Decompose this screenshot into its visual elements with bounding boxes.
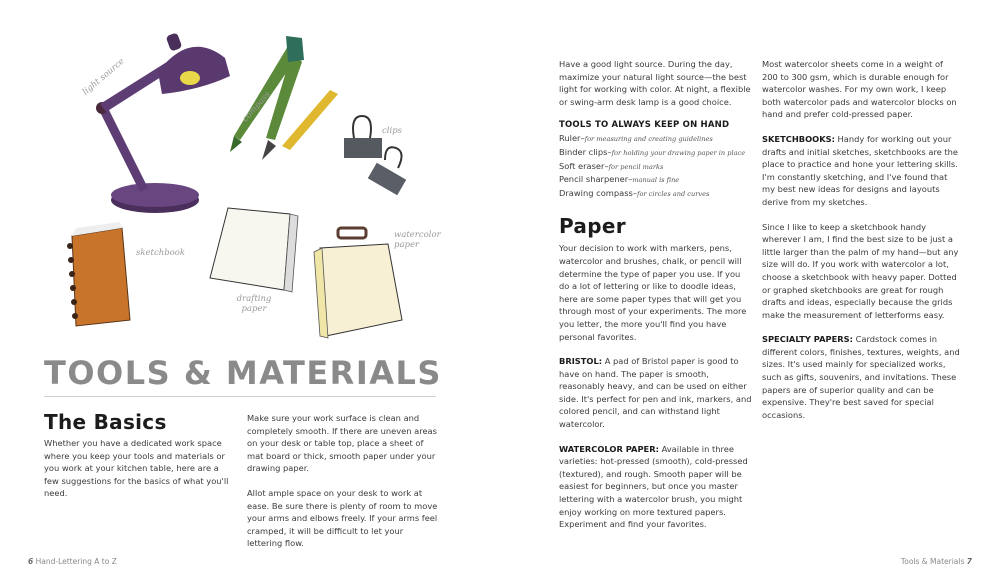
watercolor-weight-paragraph: Most watercolor sheets come in a weight of 200 to 300 gsm, which is durable enough for watercolor washes. For my own work, I keep both watercolor pads and watercolor blocks on hand and prefer cold-pressed paper.: [762, 59, 957, 120]
tool-item: Pencil sharpener–manual is fine: [559, 174, 680, 185]
left-page-number: 6: [28, 557, 34, 566]
basics-heading: The Basics: [44, 410, 167, 434]
label-drafting-paper: drafting paper: [236, 294, 272, 314]
sketchbooks-paragraph: SKETCHBOOKS: Handy for working out your drafts and initial sketches, sketchbooks are the place to practice and hone your lettering skills. I'm constantly sketching, and I've found that my best new ideas for designs and layouts derive from my sketches.: [762, 133, 959, 207]
left-folio: [28, 557, 117, 566]
label-sketchbook: sketchbook: [136, 248, 186, 258]
desk-space-paragraph: Allot ample space on your desk to work at ease. Be sure there is plenty of room to move your arms and elbows freely. If your arms feel cramped, it will be difficult to let your lettering flow.: [247, 487, 438, 549]
drafting-paper-icon: [210, 208, 298, 292]
tool-item: Soft eraser–for pencil marks: [559, 160, 664, 171]
tool-item: Drawing compass–for circles and curves: [559, 187, 710, 198]
watercolor-pad-icon: [314, 228, 402, 338]
label-watercolor-paper: watercolor paper: [394, 230, 441, 250]
sketchbook-icon: [67, 222, 130, 326]
title-rule: [44, 396, 436, 397]
right-running-head: Tools & Materials: [900, 557, 965, 566]
right-folio: [901, 557, 972, 566]
label-clips: clips: [382, 126, 403, 136]
tools-illustration: [40, 20, 440, 350]
tools-heading: TOOLS TO ALWAYS KEEP ON HAND: [559, 120, 730, 131]
right-column-1: [559, 58, 752, 543]
section-title: TOOLS & MATERIALS: [44, 354, 442, 392]
compass-icon: [230, 36, 338, 160]
paper-intro: Your decision to work with markers, pens, watercolor and brushes, chalk, or pencil will determine the type of paper you use. If you do a lot of lettering or like to doodle ideas, here are some paper types that will get you through most of your experiments. The more you letter, the more you'll find you have personal favorites.: [559, 243, 747, 342]
specialty-paragraph: SPECIALTY PAPERS: Cardstock comes in different colors, finishes, textures, weights, and sizes. It's used mainly for specialized works, such as gifts, souvenirs, and invitations. These papers are of superior quality and can be expensive. They're best saved for special occasions.: [762, 334, 960, 420]
bristol-paragraph: BRISTOL: A pad of Bristol paper is good to have on hand. The paper is smooth, reasonably heavy, and can be used on either side. It's perfect for pen and ink, markers, and colored pencil, and can withstand light watercolor.: [559, 356, 752, 430]
label-compass: compass: [240, 89, 273, 125]
right-page-number: 7: [966, 557, 972, 566]
tool-item: Ruler–for measuring and creating guidelines: [559, 133, 713, 144]
tool-item: Binder clips–for holding your drawing paper in place: [559, 146, 746, 157]
basics-column-2: [247, 412, 439, 562]
tools-list: [559, 132, 752, 200]
label-light-source: light source: [80, 56, 127, 98]
work-surface-paragraph: Make sure your work surface is clean and completely smooth. If there are uneven areas on your desk or table top, place a sheet of mat board or thick, smooth paper under your drawing paper.: [247, 413, 437, 474]
left-running-head: Hand-Lettering A to Z: [35, 557, 117, 566]
light-source-paragraph: Have a good light source. During the day, maximize your natural light source—the best light for working with color. At night, a flexible or swing-arm desk lamp is a good choice.: [559, 59, 751, 107]
paper-heading: Paper: [559, 214, 626, 239]
watercolor-paragraph: WATERCOLOR PAPER: Available in three varieties: hot-pressed (smooth), cold-pressed (textured), and rough. Smooth paper will be easiest for beginners, but once you master lettering with a watercolor brush, you might enjoy working on more textured papers. Experiment and find your favorites.: [559, 443, 748, 530]
sketchbook-size-paragraph: Since I like to keep a sketchbook handy wherever I am, I find the best size to be just a little larger than the palm of my hand—but any size will do. If you work with watercolor a lot, choose a sketchbook with heavy paper. Dotted or graphed sketchbooks are great for rough drafts and ideas, especially because the grids make the measurement of letterforms easy.: [762, 221, 959, 320]
right-column-2: [762, 58, 960, 433]
basics-intro: Whether you have a dedicated work space where you keep your tools and materials or you work at your kitchen table, here are a few suggestions for the basics of what you'll need.: [44, 438, 229, 499]
